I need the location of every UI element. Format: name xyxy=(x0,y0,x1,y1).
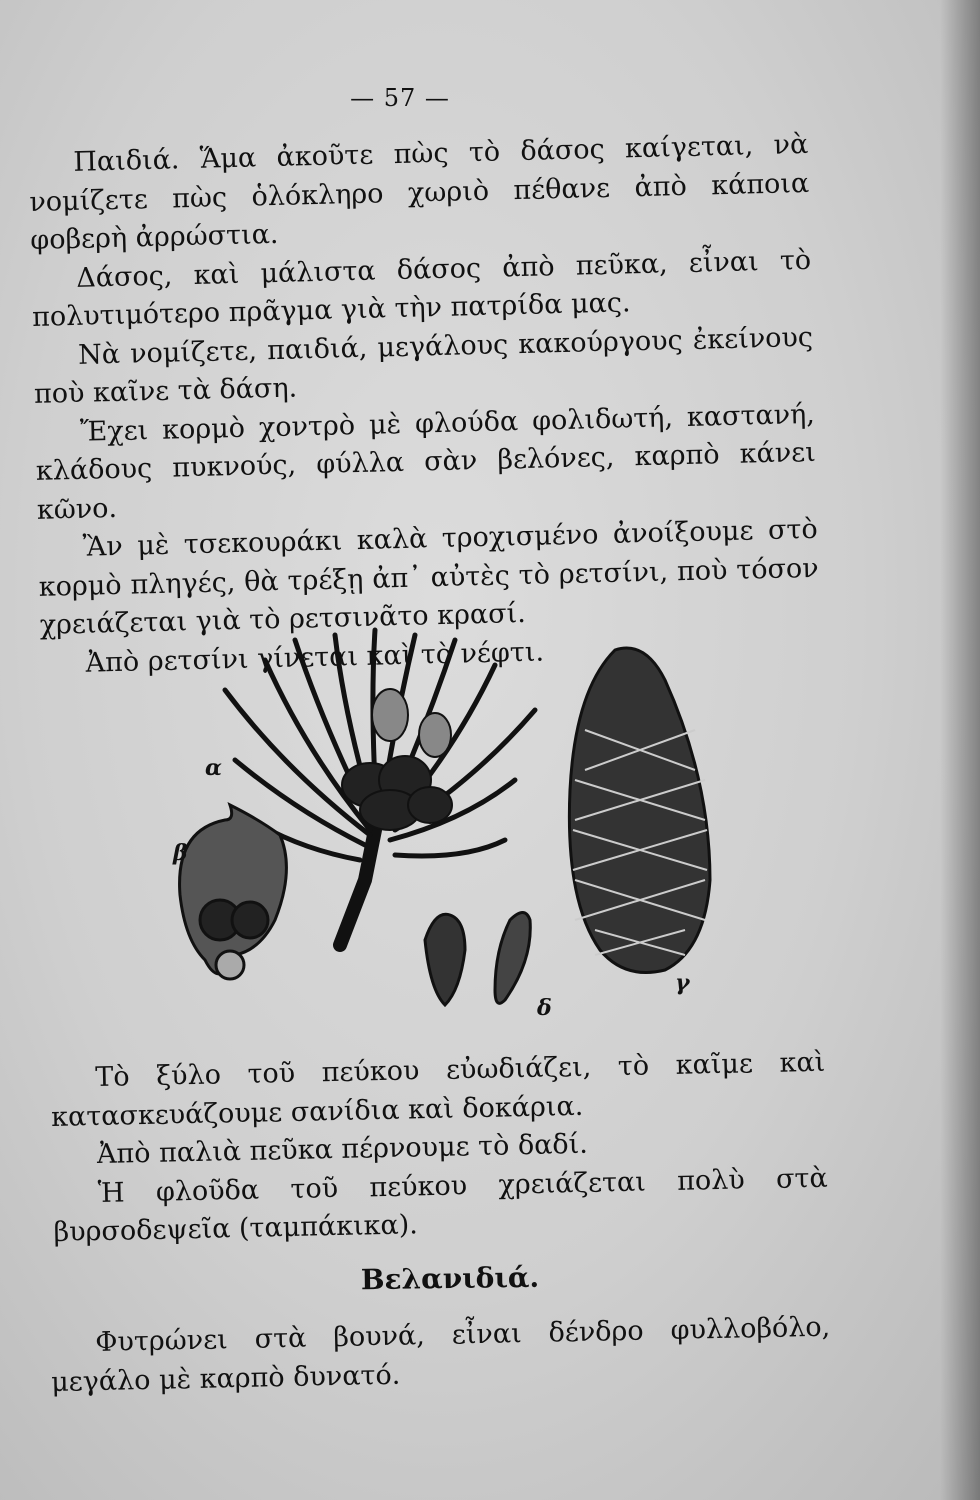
figure-label-c: γ xyxy=(675,970,690,996)
paragraph: Ἀπὸ ρετσίνι γίνεται καὶ τὸ νέφτι. xyxy=(85,636,545,679)
figure-label-b: β xyxy=(173,840,188,866)
seed-scale-drawing xyxy=(180,805,287,979)
page-edge-shadow xyxy=(940,0,980,1500)
seed-drawing xyxy=(425,913,530,1006)
figure-label-d: δ xyxy=(537,995,552,1021)
pine-cone-drawing xyxy=(569,648,710,973)
paragraph: Νὰ νομίζετε, παιδιά, μεγάλους κακούργους ἐκείνους ποὺ καῖνε τὰ δάση. xyxy=(33,321,814,410)
oak-text-block xyxy=(50,1309,831,1402)
paragraph: Ἀπὸ παλιὰ πεῦκα πέρνουμε τὸ δαδί. xyxy=(96,1128,589,1171)
paragraph: Φυτρώνει στὰ βουνά, εἶναι δένδρο φυλλοβόλο, μεγάλο μὲ καρπὸ δυνατό. xyxy=(50,1311,831,1398)
paragraph: Δάσος, καὶ μάλιστα δάσος ἀπὸ πεῦκα, εἶναι τὸ πολυτιμότερο πρᾶγμα γιὰ τὴν πατρίδα μας. xyxy=(31,244,812,333)
section-heading-oak: Βελανιδιά. xyxy=(360,1260,540,1297)
paragraph: Ἔχει κορμὸ χοντρὸ μὲ φλούδα φολιδωτή, καστανή, κλάδους πυκνούς, φύλλα σὰν βελόνες, καρπὸ κάνει κῶνο. xyxy=(35,398,817,526)
paragraph: Ἡ φλοῦδα τοῦ πεύκου χρειάζεται πολὺ στὰ βυρσοδεψεῖα (ταμπάκικα). xyxy=(53,1162,828,1248)
pine-illustration xyxy=(165,620,735,1040)
paragraph: Ἂν μὲ τσεκουράκι καλὰ τροχισμένο ἀνοίξουμε στὸ κορμὸ πληγές, θὰ τρέξῃ ἀπ᾽ αὐτὲς τὸ ρετσίνι, ποὺ τόσον χρειάζεται γιὰ τὸ ρετσινᾶτο κρασί. xyxy=(38,513,819,641)
page-number: — 57 — xyxy=(350,84,450,112)
pine-engraving xyxy=(165,620,735,1040)
pine-text-block xyxy=(28,126,821,684)
paragraph: Παιδιά. Ἅμα ἀκοῦτε πὼς τὸ δάσος καίγεται, νὰ νομίζετε πὼς ὁλόκληρο χωριὸ πέθανε ἀπὸ κάποια φοβερὴ ἀρρώστια. xyxy=(29,128,810,256)
figure-label-a: α xyxy=(205,755,222,781)
pine-uses-text-block xyxy=(50,1044,829,1253)
paragraph: Τὸ ξύλο τοῦ πεύκου εὐωδιάζει, τὸ καῖμε καὶ κατασκευάζουμε σανίδια καὶ δοκάρια. xyxy=(50,1046,826,1133)
